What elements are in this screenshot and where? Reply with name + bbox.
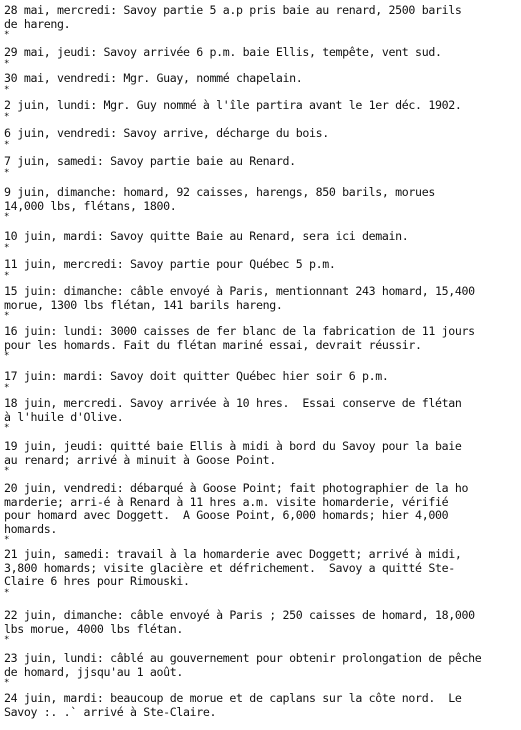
journal-entry (4, 186, 435, 221)
entry-line: 23 juin, lundi: câblé au gouvernement pour obtenir prolongation de pêche (4, 651, 482, 665)
entry-line: lbs morue, 4000 lbs flétan. (4, 621, 184, 636)
entry-separator: * (4, 139, 10, 150)
entry-separator: * (4, 58, 10, 69)
entry-separator: * (4, 270, 10, 281)
entry-line: 29 mai, jeudi: Savoy arrivée 6 p.m. baie Ellis, tempête, vent sud. (4, 45, 442, 59)
entry-separator: * (4, 678, 10, 688)
journal-entry (4, 127, 329, 149)
entry-separator: * (4, 167, 10, 178)
entry-line: 18 juin, mercredi. Savoy arrivée à 10 hres. Essai conserve de flétan (4, 396, 462, 410)
journal-entry (4, 155, 296, 177)
entry-line: 2 juin, lundi: Mgr. Guy nommé à l'île partira avant le 1er déc. 1902. (4, 98, 462, 112)
entry-separator: * (4, 212, 10, 222)
journal-entry (4, 230, 408, 252)
entry-separator: * (4, 242, 10, 253)
entry-separator: * (4, 111, 10, 122)
entry-line: 11 juin, mercredi: Savoy partie pour Québec 5 p.m. (4, 257, 336, 271)
journal-entry (4, 609, 475, 644)
journal-entry (4, 548, 461, 597)
entry-line: 14,000 lbs, flétans, 1800. (4, 198, 177, 213)
journal-entry (4, 285, 475, 320)
entry-line: 10 juin, mardi: Savoy quitte Baie au Renard, sera ici demain. (4, 229, 409, 243)
entry-line: 16 juin: lundi: 3000 caisses de fer blanc de la fabrication de 11 jours (4, 324, 475, 338)
entry-line: 21 juin, samedi: travail à la homarderie avec Doggett; arrivé à midi, (4, 547, 462, 561)
journal-entry (4, 692, 461, 719)
journal-entry (4, 46, 442, 68)
entry-line: 17 juin: mardi: Savoy doit quitter Québec hier soir 6 p.m. (4, 369, 389, 383)
entry-line: 28 mai, mercredi: Savoy partie 5 a.p pris baie au renard, 2500 barils (4, 3, 462, 17)
entry-separator: * (4, 382, 10, 393)
entry-separator: * (4, 535, 10, 545)
entry-line: homards. (4, 521, 58, 536)
entry-line: 6 juin, vendredi: Savoy arrive, décharge du bois. (4, 126, 329, 140)
entry-line: Claire 6 hres pour Rimouski. (4, 574, 190, 588)
journal-entry (4, 652, 481, 687)
journal-entry (4, 72, 302, 94)
entry-line: pour homard avec Doggett. A Goose Point, 6,000 homards; hier 4,000 (4, 508, 449, 522)
journal-entry (4, 4, 461, 39)
entry-separator: * (4, 587, 10, 598)
entry-line: de hareng. (4, 16, 71, 31)
entry-separator: * (4, 311, 10, 321)
entry-separator: * (4, 30, 10, 40)
entry-line: de homard, jjsqu'au 1 août. (4, 664, 184, 679)
entry-line: Savoy :. .` arrivé à Ste-Claire. (4, 704, 217, 719)
journal-entry (4, 397, 461, 432)
entry-separator: * (4, 351, 10, 361)
journal-entry (4, 325, 475, 360)
entry-line: à l'huile d'Olive. (4, 409, 124, 424)
journal-entry (4, 258, 336, 280)
entry-line: pour les homards. Fait du flétan mariné essai, devrait réussir. (4, 337, 422, 352)
journal-entry (4, 440, 461, 475)
entry-separator: * (4, 423, 10, 433)
journal-entry (4, 99, 461, 121)
entry-separator: * (4, 466, 10, 476)
entry-line: marderie; arri-é à Renard à 11 hres a.m. visite homarderie, vérifié (4, 494, 449, 509)
entry-line: 22 juin, dimanche: câble envoyé à Paris ; 250 caisses de homard, 18,000 (4, 608, 475, 622)
entry-line: 3,800 homards; visite glacière et défrichement. Savoy a quitté Ste- (4, 560, 455, 575)
journal-entry (4, 482, 468, 544)
entry-line: 20 juin, vendredi: débarqué à Goose Point; fait photographier de la ho (4, 481, 469, 495)
entry-line: morue, 1300 lbs flétan, 141 barils hareng. (4, 297, 283, 312)
entry-line: 15 juin: dimanche: câble envoyé à Paris, mentionnant 243 homard, 15,400 (4, 284, 475, 298)
entry-separator: * (4, 84, 10, 95)
entry-line: 30 mai, vendredi: Mgr. Guay, nommé chapelain. (4, 71, 303, 85)
entry-line: 19 juin, jeudi: quitté baie Ellis à midi à bord du Savoy pour la baie (4, 439, 462, 453)
entry-line: 7 juin, samedi: Savoy partie baie au Renard. (4, 154, 296, 168)
journal-entry (4, 370, 389, 392)
entry-line: 9 juin, dimanche: homard, 92 caisses, harengs, 850 barils, morues (4, 185, 435, 199)
entry-line: au renard; arrivé à minuit à Goose Point. (4, 452, 276, 467)
entry-separator: * (4, 635, 10, 645)
entry-line: 24 juin, mardi: beaucoup de morue et de caplans sur la côte nord. Le (4, 691, 462, 705)
